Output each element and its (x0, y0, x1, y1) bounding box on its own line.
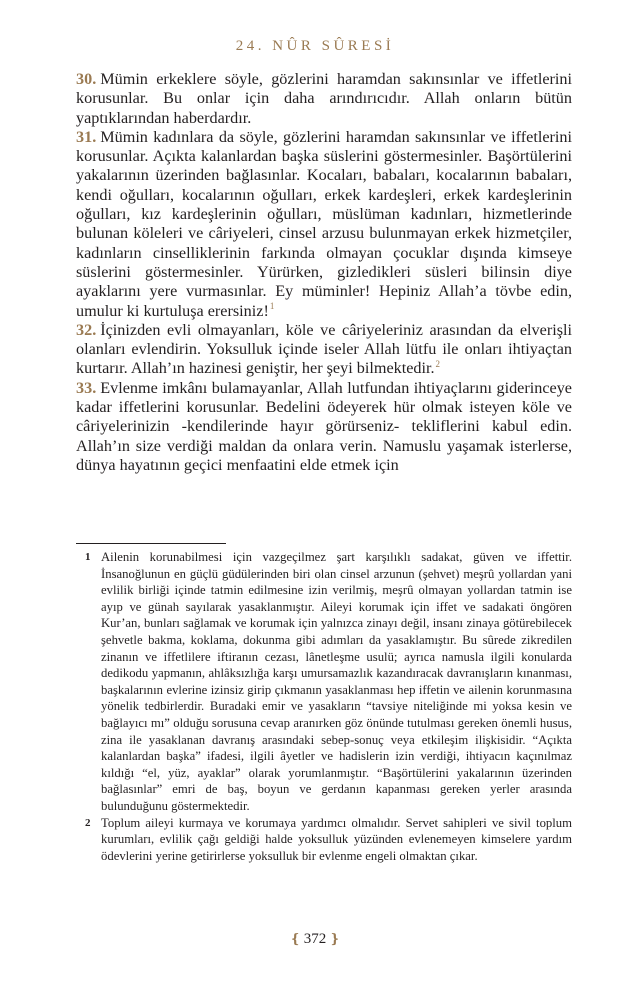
verse-33 (76, 379, 572, 475)
verse-32 (76, 321, 572, 379)
ornament-left-icon: ❴ (289, 931, 301, 946)
footnote-text: Ailenin korunabilmesi için vazgeçilmez şart karşılıklı sadakat, güven ve iffettir. İnsanoğlunun en güçlü güdülerinden biri olan cinsel arzunun (şehvet) meşrû yollardan yani evlilik birliği içinde tatmin edilmesine izin verilmiş, meşrû olmayan yollardan tatmin ise ayıp ve günah sayılarak yasaklanmıştır. Aileyi korumak için iffet ve sadakati öngören Kur’an, bunları sağlamak ve korumak için yalnızca zinayı değil, insanı zinaya götürebilecek şehvetle bakma, koklama, dokunma gibi adımları da yasaklamıştır. Bu sûrede zikredilen zinanın ve iffetlilere iftiranın cezası, lânetleşme usulü; ayrıca namusla ilgili konularda dedikodu yapmanın, ahlâksızlığa karşı umursamazlık kazandıracak davranışların kınanması, başkalarının evlerine izinsiz girip çıkmanın yasaklanması hep iffetin ve ailenin korunmasına yönelik tedbirlerdir. Buradaki emir ve yasakların “tavsiye niteliğinde mi yoksa kesin ve bağlayıcı mı” olduğu sorusuna cevap aranırken göz önünde tutulması gereken önemli husus, zina ile yasaklanan davranış arasındaki sebep-sonuç veya etkileşim ilişkisidir. “Açıkta kalanlardan başka” ifadesi, ilgili âyetler ve hadislerin izin verdiği, ihtiyacın kaçınılmaz kıldığı “el, yüz, ayaklar” olarak yorumlanmıştır. “Başörtülerini yakalarının üzerinden bağlasınlar” emri de baş, boyun ve gerdanın kapanması gereken yerler arasında bulunduğunu göstermektedir. (101, 550, 572, 813)
verse-body: Evlenme imkânı bulamayanlar, Allah lutfundan ihtiyaçlarını giderinceye kadar iffetlerini korusunlar. Bedelini ödeyerek hür olmak isteyen köle ve câriyelerinizin -kendilerinde hayır görürseniz- tekliflerini kabul edin. Allah’ın size verdiği maldan da onlara verin. Namuslu yaşamak isterlerse, dünya hayatının geçici menfaatini elde etmek için (76, 378, 572, 474)
verse-number: 32. (76, 320, 97, 339)
verse-body: Mümin kadınlara da söyle, gözlerini haramdan sakınsınlar ve iffetlerini korusunlar. Açıkta kalanlardan başka süslerini göstermesinler. Başörtülerini yakalarının üzerinden bağlasınlar. Kocaları, babaları, kocalarının babaları, kendi oğulları, kocalarının oğulları, erkek kardeşleri, erkek kardeşlerinin oğulları, kız kardeşlerinin oğulları, müslüman kadınları, hizmetlerinde bulunan köleleri ve câriyeleri, cinsel arzusu bulunmayan erkek hizmetçiler, kadınların cinselliklerinin farkında olmayan çocuklar dışında kimseye süslerini göstermesinler. Yürürken, gizledikleri süsleri bilinsin diye ayaklarını yere vurmasınlar. Ey müminler! Hepiniz Allah’a tövbe edin, umulur ki kurtuluşa erersiniz! (76, 127, 572, 320)
verse-30 (76, 70, 572, 128)
footnote-ref-2[interactable]: 2 (435, 359, 441, 370)
page-number-value: 372 (303, 931, 327, 947)
verse-body: Mümin erkeklere söyle, gözlerini haramdan sakınsınlar ve iffetlerini korusunlar. Bu onlar için daha arındırıcıdır. Allah onların bütün yaptıklarından haberdardır. (76, 70, 572, 127)
ornament-right-icon: ❵ (329, 931, 341, 946)
verse-number: 30. (76, 70, 97, 88)
verse-31 (76, 128, 572, 321)
footnote-2 (76, 815, 572, 865)
footnote-number: 2 (85, 816, 91, 829)
verse-body: İçinizden evli olmayanları, köle ve câriyeleriniz arasından da elverişli olanları evlendirin. Yoksulluk içinde iseler Allah lütfu ile onları ihtiyaçtan kurtarır. Allah’ın hazinesi geniştir, her şeyi bilmektedir. (76, 320, 572, 378)
verse-number: 31. (76, 127, 97, 146)
running-header: 24. NÛR SÛRESİ (235, 38, 395, 54)
verse-number: 33. (76, 378, 97, 397)
footnote-number: 1 (85, 551, 91, 563)
footnote-1 (76, 549, 572, 815)
footnotes (76, 549, 572, 864)
footnote-text: Toplum aileyi kurmaya ve korumaya yardımcı olmalıdır. Servet sahipleri ve sivil toplum kurumları, evlilik çağı geldiği halde yoksulluk yüzünden evlenemeyen kimselere yardım ödevlerini yerine getirirlerse yoksulluk bir evlenme engeli olmaktan çıkar. (101, 815, 572, 863)
footnote-ref-1[interactable]: 1 (269, 301, 275, 312)
footnote-divider (76, 543, 226, 544)
page-number (0, 931, 630, 948)
verse-text (76, 70, 572, 475)
